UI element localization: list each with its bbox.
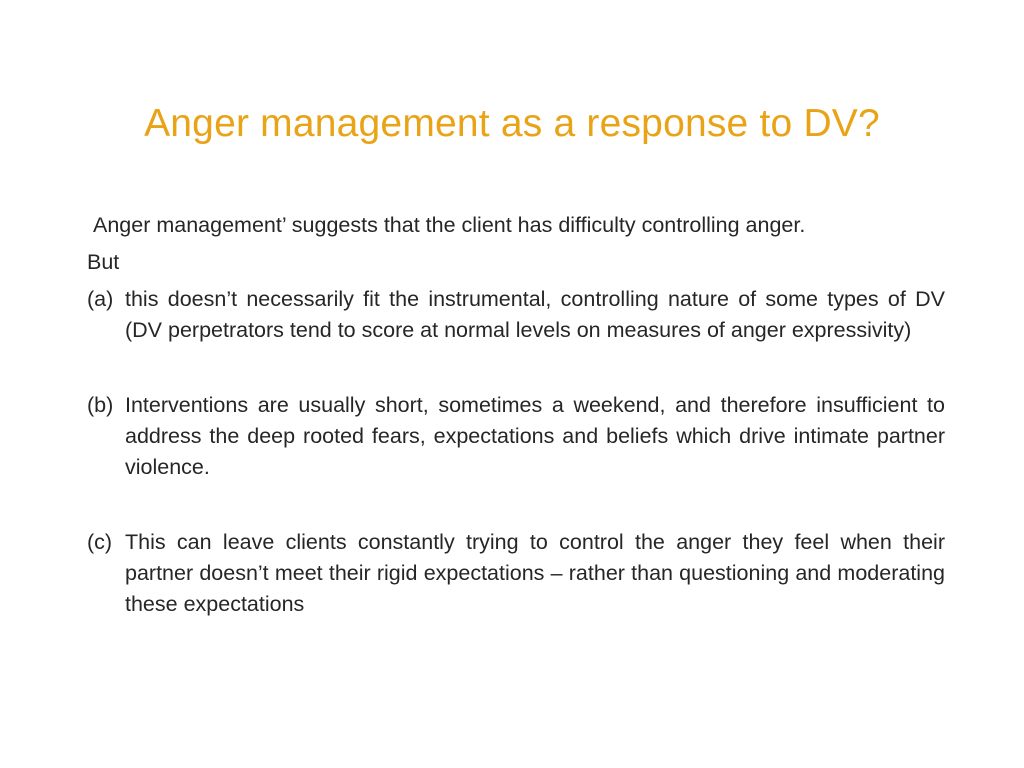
point-c-marker: (c) <box>87 530 113 554</box>
slide-title: Anger management as a response to DV? <box>144 102 880 145</box>
point-b-marker: (b) <box>87 393 114 417</box>
but-paragraph <box>87 247 945 278</box>
point-b-text: Interventions are usually short, sometimes a weekend, and therefore insufficient to address the deep rooted fears, expectations and beliefs which drive intimate partner violence. <box>125 393 945 479</box>
point-c-paragraph <box>87 527 945 620</box>
point-b-paragraph <box>87 390 945 483</box>
spacer <box>87 483 945 527</box>
point-a-paragraph <box>87 284 945 346</box>
point-a-marker: (a) <box>87 287 114 311</box>
but-text: But <box>87 250 120 274</box>
intro-paragraph <box>87 210 945 241</box>
point-c-text: This can leave clients constantly trying to control the anger they feel when their partner doesn’t meet their rigid expectations – rather than questioning and moderating these expectations <box>125 530 945 616</box>
intro-text: Anger management’ suggests that the client has difficulty controlling anger. <box>93 213 806 237</box>
slide-body <box>87 210 945 620</box>
spacer <box>87 346 945 390</box>
point-a-text: this doesn’t necessarily fit the instrumental, controlling nature of some types of DV (DV perpetrators tend to score at normal levels on measures of anger expressivity) <box>125 287 945 342</box>
